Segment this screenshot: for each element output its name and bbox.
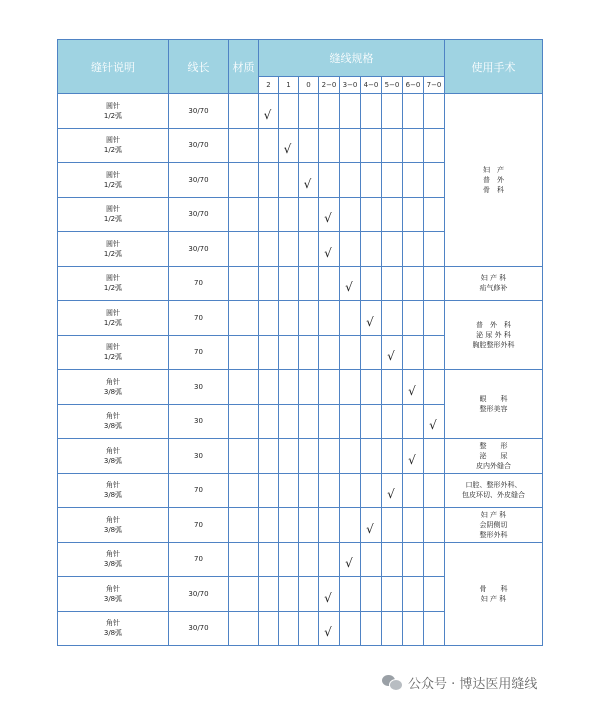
needle-type: 圆针 <box>106 274 120 283</box>
surgery-line: 妇 产 <box>483 165 504 174</box>
surgery-cell <box>445 266 543 301</box>
needle-curve: 1/2弧 <box>103 111 123 120</box>
needle-curve: 1/2弧 <box>103 249 123 258</box>
size-cell <box>259 577 279 612</box>
size-cell <box>279 335 299 370</box>
size-cell <box>319 301 340 336</box>
size-cell <box>319 335 340 370</box>
size-cell <box>279 473 299 508</box>
needle-type: 圆针 <box>106 205 120 214</box>
check-mark: √ <box>366 314 374 329</box>
needle-cell <box>58 197 169 232</box>
size-cell <box>382 128 403 163</box>
needle-type: 角针 <box>106 619 120 628</box>
size-cell <box>361 439 382 474</box>
size-cell <box>424 128 445 163</box>
size-cell <box>382 335 403 370</box>
size-cell <box>340 577 361 612</box>
size-cell <box>299 542 319 577</box>
surgery-line: 泌 尿 外 科 <box>476 331 511 339</box>
size-cell <box>299 163 319 198</box>
check-mark: √ <box>366 521 374 536</box>
needle-type: 圆针 <box>106 308 120 317</box>
size-cell <box>319 232 340 267</box>
size-cell <box>424 577 445 612</box>
size-cell <box>259 94 279 129</box>
size-cell <box>259 439 279 474</box>
material-cell <box>229 128 259 163</box>
check-mark: √ <box>324 625 332 640</box>
size-cell <box>279 439 299 474</box>
size-cell <box>340 473 361 508</box>
length-cell: 30 <box>169 370 229 405</box>
size-header-cell: 7−0 <box>424 77 445 94</box>
needle-type: 角针 <box>106 550 120 559</box>
size-cell <box>361 266 382 301</box>
size-header-cell: 1 <box>279 77 299 94</box>
surgery-line: 整 形 <box>479 441 508 450</box>
size-cell <box>424 232 445 267</box>
length-cell: 30/70 <box>169 577 229 612</box>
needle-cell <box>58 404 169 439</box>
size-cell <box>424 266 445 301</box>
check-mark: √ <box>408 452 416 467</box>
needle-cell <box>58 577 169 612</box>
needle-cell <box>58 370 169 405</box>
size-cell <box>361 232 382 267</box>
size-cell <box>340 163 361 198</box>
size-cell <box>279 508 299 543</box>
size-cell <box>403 439 424 474</box>
material-cell <box>229 266 259 301</box>
table-row <box>58 94 543 129</box>
table-row <box>58 370 543 405</box>
size-cell <box>259 163 279 198</box>
surgery-line: 口腔、整形外科、 <box>465 481 522 490</box>
needle-curve: 1/2弧 <box>103 215 123 224</box>
size-cell <box>424 404 445 439</box>
size-cell <box>361 163 382 198</box>
surgery-line: 皮内外缝合 <box>476 461 511 470</box>
surgery-line: 妇 产 科 <box>480 594 507 603</box>
check-mark: √ <box>408 383 416 398</box>
size-cell <box>340 94 361 129</box>
size-cell <box>403 94 424 129</box>
size-cell <box>403 611 424 646</box>
surgery-line: 妇 产 科 <box>480 510 507 519</box>
surgery-line: 整形美容 <box>479 405 508 413</box>
needle-curve: 1/2弧 <box>103 180 123 189</box>
header-surgery: 使用手术 <box>445 40 543 94</box>
size-cell <box>382 232 403 267</box>
size-cell <box>403 301 424 336</box>
size-cell <box>382 439 403 474</box>
check-mark: √ <box>345 556 353 571</box>
check-mark: √ <box>324 245 332 260</box>
size-cell <box>403 473 424 508</box>
size-cell <box>319 128 340 163</box>
size-header-cell: 4−0 <box>361 77 382 94</box>
size-cell <box>424 439 445 474</box>
needle-curve: 3/8弧 <box>103 456 123 465</box>
size-cell <box>259 232 279 267</box>
size-cell <box>259 266 279 301</box>
size-cell <box>382 163 403 198</box>
length-cell: 30/70 <box>169 163 229 198</box>
size-cell <box>340 128 361 163</box>
size-cell <box>403 197 424 232</box>
size-cell <box>382 370 403 405</box>
length-cell: 70 <box>169 542 229 577</box>
material-cell <box>229 370 259 405</box>
needle-curve: 1/2弧 <box>103 318 123 327</box>
table-row <box>58 542 543 577</box>
size-cell <box>340 542 361 577</box>
size-cell <box>319 611 340 646</box>
size-cell <box>299 508 319 543</box>
material-cell <box>229 301 259 336</box>
table-row <box>58 439 543 474</box>
size-cell <box>340 508 361 543</box>
size-cell <box>319 439 340 474</box>
size-cell <box>424 94 445 129</box>
size-cell <box>299 439 319 474</box>
header-row <box>58 40 543 77</box>
size-cell <box>279 577 299 612</box>
surgery-line: 包皮环切、外皮缝合 <box>462 491 525 500</box>
material-cell <box>229 232 259 267</box>
size-cell <box>259 611 279 646</box>
size-cell <box>424 370 445 405</box>
material-cell <box>229 94 259 129</box>
size-cell <box>319 577 340 612</box>
check-mark: √ <box>387 487 395 502</box>
size-cell <box>259 197 279 232</box>
check-mark: √ <box>324 590 332 605</box>
length-cell: 30 <box>169 404 229 439</box>
surgery-cell <box>445 439 543 474</box>
size-cell <box>279 197 299 232</box>
surgery-line: 胸腔整形外科 <box>472 341 515 349</box>
length-cell: 30/70 <box>169 232 229 267</box>
needle-type: 圆针 <box>106 239 120 248</box>
needle-cell <box>58 335 169 370</box>
material-cell <box>229 335 259 370</box>
check-mark: √ <box>387 349 395 364</box>
needle-cell <box>58 163 169 198</box>
check-mark: √ <box>283 142 292 157</box>
size-cell <box>424 611 445 646</box>
size-cell <box>382 94 403 129</box>
surgery-line: 骨 科 <box>479 584 508 593</box>
needle-type: 圆针 <box>106 343 120 352</box>
size-cell <box>279 163 299 198</box>
check-mark: √ <box>324 211 332 226</box>
surgery-line: 眼 科 <box>479 395 508 403</box>
needle-curve: 3/8弧 <box>103 387 123 396</box>
size-cell <box>279 94 299 129</box>
length-cell: 70 <box>169 266 229 301</box>
size-cell <box>279 404 299 439</box>
surgery-cell <box>445 473 543 508</box>
size-cell <box>299 128 319 163</box>
size-cell <box>382 577 403 612</box>
needle-cell <box>58 611 169 646</box>
size-cell <box>382 542 403 577</box>
size-cell <box>424 163 445 198</box>
size-cell <box>424 197 445 232</box>
watermark <box>382 671 537 693</box>
needle-cell <box>58 439 169 474</box>
size-cell <box>361 335 382 370</box>
needle-curve: 3/8弧 <box>103 491 123 500</box>
needle-type: 圆针 <box>106 170 120 179</box>
size-cell <box>340 611 361 646</box>
surgery-line: 疝气修补 <box>479 284 508 293</box>
size-cell <box>259 508 279 543</box>
size-cell <box>279 128 299 163</box>
size-cell <box>299 94 319 129</box>
length-cell: 70 <box>169 301 229 336</box>
size-cell <box>361 404 382 439</box>
size-header-cell: 2−0 <box>319 77 340 94</box>
material-cell <box>229 611 259 646</box>
material-cell <box>229 404 259 439</box>
size-header-cell: 2 <box>259 77 279 94</box>
size-cell <box>259 335 279 370</box>
size-cell <box>259 542 279 577</box>
needle-cell <box>58 508 169 543</box>
surgery-line: 普 外 <box>483 175 504 184</box>
table-row <box>58 301 543 336</box>
size-cell <box>340 266 361 301</box>
material-cell <box>229 439 259 474</box>
needle-cell <box>58 473 169 508</box>
length-cell: 30 <box>169 439 229 474</box>
size-header-cell: 5−0 <box>382 77 403 94</box>
size-cell <box>382 473 403 508</box>
size-cell <box>382 266 403 301</box>
surgery-line: 会阴侧切 <box>479 520 508 529</box>
size-cell <box>361 197 382 232</box>
size-cell <box>299 404 319 439</box>
size-cell <box>340 232 361 267</box>
needle-cell <box>58 232 169 267</box>
header-length: 线长 <box>169 40 229 94</box>
needle-curve: 3/8弧 <box>103 422 123 431</box>
needle-curve: 1/2弧 <box>103 353 123 362</box>
material-cell <box>229 577 259 612</box>
header-needle-desc: 缝针说明 <box>58 40 169 94</box>
material-cell <box>229 542 259 577</box>
size-cell <box>382 197 403 232</box>
surgery-cell <box>445 94 543 267</box>
size-cell <box>259 473 279 508</box>
size-cell <box>319 94 340 129</box>
material-cell <box>229 473 259 508</box>
size-cell <box>403 163 424 198</box>
size-cell <box>279 232 299 267</box>
needle-type: 角针 <box>106 515 120 524</box>
size-cell <box>361 611 382 646</box>
size-cell <box>299 197 319 232</box>
size-cell <box>340 301 361 336</box>
size-cell <box>279 542 299 577</box>
size-cell <box>361 128 382 163</box>
size-cell <box>382 404 403 439</box>
size-cell <box>319 370 340 405</box>
check-mark: √ <box>345 280 353 295</box>
material-cell <box>229 508 259 543</box>
length-cell: 30/70 <box>169 128 229 163</box>
length-cell: 30/70 <box>169 611 229 646</box>
needle-curve: 1/2弧 <box>103 284 123 293</box>
needle-cell <box>58 266 169 301</box>
length-cell: 70 <box>169 335 229 370</box>
size-cell <box>259 128 279 163</box>
needle-cell <box>58 128 169 163</box>
check-mark: √ <box>263 107 272 122</box>
header-spec: 缝线规格 <box>259 40 445 77</box>
check-mark: √ <box>429 418 437 433</box>
needle-type: 角针 <box>106 446 120 455</box>
needle-cell <box>58 94 169 129</box>
size-cell <box>299 335 319 370</box>
size-cell <box>319 542 340 577</box>
surgery-cell <box>445 542 543 646</box>
size-cell <box>299 370 319 405</box>
check-mark: √ <box>303 176 312 191</box>
surgery-cell <box>445 508 543 543</box>
size-cell <box>403 404 424 439</box>
watermark-text: 公众号 · 博达医用缝线 <box>408 676 538 692</box>
size-cell <box>340 439 361 474</box>
needle-type: 圆针 <box>106 136 120 145</box>
table-body <box>58 94 543 646</box>
size-cell <box>403 542 424 577</box>
size-cell <box>340 197 361 232</box>
size-cell <box>319 266 340 301</box>
needle-curve: 3/8弧 <box>103 560 123 569</box>
size-cell <box>382 611 403 646</box>
size-cell <box>299 473 319 508</box>
table-row <box>58 508 543 543</box>
size-header-cell: 3−0 <box>340 77 361 94</box>
material-cell <box>229 163 259 198</box>
size-cell <box>361 577 382 612</box>
size-cell <box>299 266 319 301</box>
size-cell <box>403 335 424 370</box>
header-material: 材质 <box>229 40 259 94</box>
table-row <box>58 266 543 301</box>
surgery-line: 泌 尿 <box>479 451 508 460</box>
needle-curve: 3/8弧 <box>103 594 123 603</box>
size-cell <box>259 404 279 439</box>
size-cell <box>319 404 340 439</box>
needle-type: 角针 <box>106 412 120 421</box>
surgery-line: 骨 科 <box>483 185 504 194</box>
size-cell <box>361 301 382 336</box>
size-header-cell: 0 <box>299 77 319 94</box>
surgery-cell <box>445 301 543 370</box>
size-cell <box>361 508 382 543</box>
size-cell <box>403 370 424 405</box>
suture-spec-table <box>57 39 543 646</box>
size-cell <box>279 301 299 336</box>
size-cell <box>361 370 382 405</box>
size-cell <box>259 370 279 405</box>
size-cell <box>319 508 340 543</box>
size-cell <box>382 508 403 543</box>
table-row <box>58 473 543 508</box>
size-cell <box>424 473 445 508</box>
surgery-line: 整形外科 <box>479 530 508 539</box>
needle-curve: 3/8弧 <box>103 629 123 638</box>
size-cell <box>424 542 445 577</box>
size-cell <box>259 301 279 336</box>
size-cell <box>299 611 319 646</box>
size-cell <box>279 611 299 646</box>
needle-type: 角针 <box>106 481 120 490</box>
size-cell <box>424 301 445 336</box>
size-cell <box>340 370 361 405</box>
wechat-icon <box>382 674 402 690</box>
length-cell: 30/70 <box>169 94 229 129</box>
surgery-line: 普 外 科 <box>476 321 511 329</box>
size-header-cell: 6−0 <box>403 77 424 94</box>
size-cell <box>299 232 319 267</box>
size-cell <box>361 94 382 129</box>
size-cell <box>340 404 361 439</box>
size-cell <box>382 301 403 336</box>
needle-type: 圆针 <box>106 101 120 110</box>
size-cell <box>319 197 340 232</box>
size-cell <box>361 542 382 577</box>
size-cell <box>424 508 445 543</box>
material-cell <box>229 197 259 232</box>
needle-curve: 3/8弧 <box>103 525 123 534</box>
length-cell: 30/70 <box>169 197 229 232</box>
size-cell <box>299 577 319 612</box>
size-cell <box>319 163 340 198</box>
size-cell <box>279 370 299 405</box>
size-cell <box>403 266 424 301</box>
surgery-line: 妇 产 科 <box>480 274 507 283</box>
needle-cell <box>58 542 169 577</box>
size-cell <box>319 473 340 508</box>
size-cell <box>403 232 424 267</box>
length-cell: 70 <box>169 473 229 508</box>
size-cell <box>361 473 382 508</box>
needle-type: 角针 <box>106 584 120 593</box>
size-cell <box>403 577 424 612</box>
length-cell: 70 <box>169 508 229 543</box>
size-cell <box>340 335 361 370</box>
size-cell <box>279 266 299 301</box>
size-cell <box>424 335 445 370</box>
size-cell <box>403 128 424 163</box>
needle-type: 角针 <box>106 377 120 386</box>
size-cell <box>403 508 424 543</box>
surgery-cell <box>445 370 543 439</box>
needle-curve: 1/2弧 <box>103 146 123 155</box>
needle-cell <box>58 301 169 336</box>
size-cell <box>299 301 319 336</box>
